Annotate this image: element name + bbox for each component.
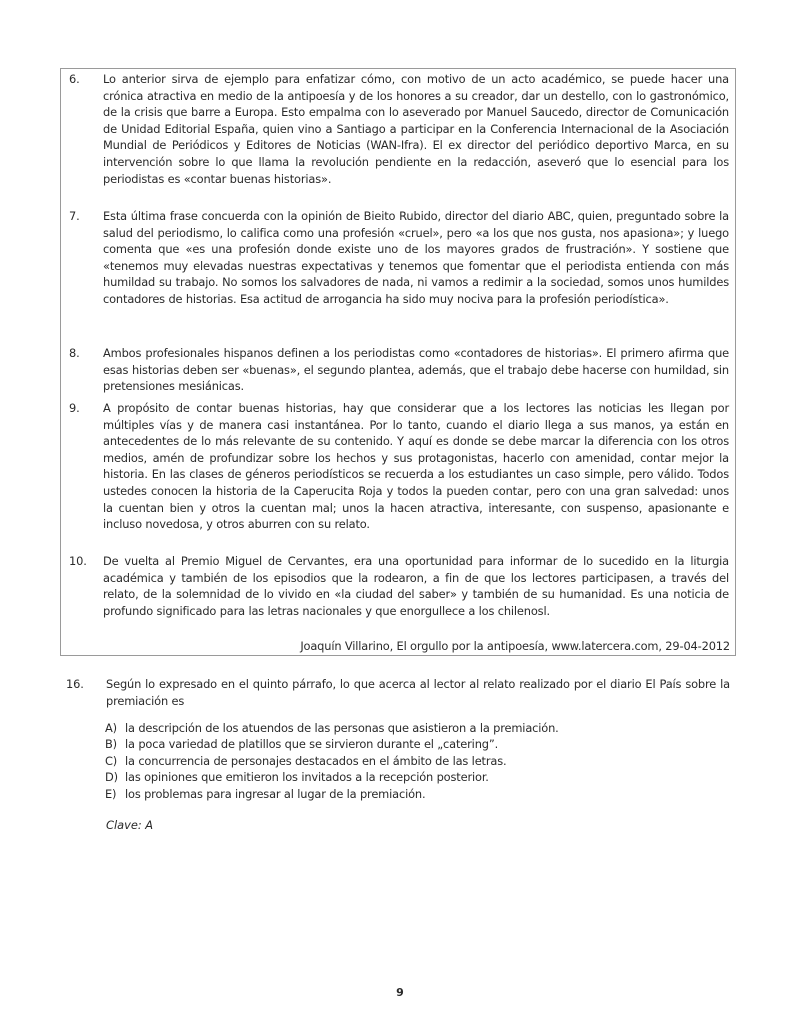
question-number: 16. (66, 677, 84, 691)
source-citation: Joaquín Villarino, El orgullo por la antipoesía, www.latercera.com, 29-04-2012 (300, 639, 730, 653)
paragraph-text: Esta última frase concuerda con la opinión de Bieito Rubido, director del diario ABC, quien, preguntado sobre la salud del periodismo, lo califica como una profesión «cruel», pero «a los que nos gusta, nos apasiona»; y luego comenta que «es una profesión donde existe uno de los mayores grados de frustración». Y sostiene que «tenemos muy elevadas nuestras expectativas y tenemos que fomentar que el periodista entienda con más humildad su trabajo. No somos los salvadores de nada, ni vamos a redimir a la sociedad, somos unos humildes contadores de historias. Esa actitud de arrogancia ha sido muy nociva para la profesión periodística». (103, 209, 729, 306)
paragraph-number: 9. (69, 401, 80, 415)
question-16 (66, 676, 730, 709)
option-letter: C) (105, 753, 118, 768)
option-text: las opiniones que emitieron los invitados a la recepción posterior. (125, 770, 489, 785)
paragraph-number: 7. (69, 209, 80, 223)
option-text: los problemas para ingresar al lugar de la premiación. (125, 786, 426, 801)
paragraph-9 (69, 400, 729, 533)
option-letter: E) (105, 786, 117, 801)
answer-key: Clave: A (106, 818, 154, 832)
page-number: 9 (396, 986, 404, 999)
paragraph-10 (69, 553, 729, 619)
option-text: la poca variedad de platillos que se sirvieron durante el „catering”. (125, 737, 499, 752)
question-stem: Según lo expresado en el quinto párrafo, lo que acerca al lector al relato realizado por el diario El País sobre la premiación es (106, 677, 730, 708)
paragraph-7 (69, 208, 729, 308)
paragraph-text: De vuelta al Premio Miguel de Cervantes, era una oportunidad para informar de lo sucedido en la liturgia académica y también de los episodios que la rodearon, a fin de que los lectores participasen, a través del relato, de la solemnidad de lo vivido en «la ciudad del saber» y también de su humanidad. Es una noticia de profundo significado para las letras nacionales y que enorgullece a los chilenosl. (103, 554, 729, 618)
paragraph-number: 10. (69, 554, 87, 568)
paragraph-number: 8. (69, 346, 80, 360)
option-a (105, 720, 559, 736)
option-text: la descripción de los atuendos de las personas que asistieron a la premiación. (125, 721, 559, 735)
option-e (105, 786, 559, 802)
option-d (105, 769, 559, 785)
option-text: la concurrencia de personajes destacados en el ámbito de las letras. (125, 753, 507, 768)
option-b (105, 736, 559, 752)
paragraph-6 (69, 71, 729, 187)
paragraph-text: Ambos profesionales hispanos definen a los periodistas como «contadores de historias». El primero afirma que esas historias deben ser «buenas», el segundo plantea, además, que el trabajo debe hacerse con humildad, sin pretensiones mesiánicas. (103, 346, 729, 394)
paragraph-number: 6. (69, 72, 80, 86)
option-letter: A) (105, 721, 117, 735)
answer-options (105, 720, 559, 802)
option-letter: D) (105, 770, 118, 785)
paragraph-text: Lo anterior sirva de ejemplo para enfatizar cómo, con motivo de un acto académico, se puede hacer una crónica atractiva en medio de la antipoesía y de los honores a su creador, dar un destello, con lo gastronómico, de la crisis que barre a Europa. Esto empalma con lo aseverado por Manuel Saucedo, director de Comunicación de Unidad Editorial España, quien vino a Santiago a participar en la Conferencia Internacional de la Asociación Mundial de Periódicos y Editores de Noticias (WAN-Ifra). El ex director del periódico deportivo Marca, en su intervención sobre lo que llama la revolución pendiente en la redacción, aseveró que lo esencial para los periodistas es «contar buenas historias». (103, 72, 729, 186)
paragraph-8 (69, 345, 729, 395)
option-letter: B) (105, 737, 117, 752)
option-c (105, 753, 559, 769)
paragraph-text: A propósito de contar buenas historias, hay que considerar que a los lectores las noticias les llegan por múltiples vías y de manera casi instantánea. Por lo tanto, cuando el diario llega a sus manos, ya están en antecedentes de lo más relevante de su contenido. Y aquí es donde se debe marcar la diferencia con los otros medios, amén de profundizar sobre los hechos y sus protagonistas, hacerlo con amenidad, contar mejor la historia. En las clases de géneros periodísticos se recuerda a los estudiantes un caso simple, pero válido. Todos ustedes conocen la historia de la Caperucita Roja y todos la pueden contar, pero con una gran salvedad: unos la cuentan bien y otros la cuentan mal; unos la hacen atractiva, interesante, con suspenso, apasionante e incluso novedosa, y otros aburren con su relato. (103, 401, 729, 532)
